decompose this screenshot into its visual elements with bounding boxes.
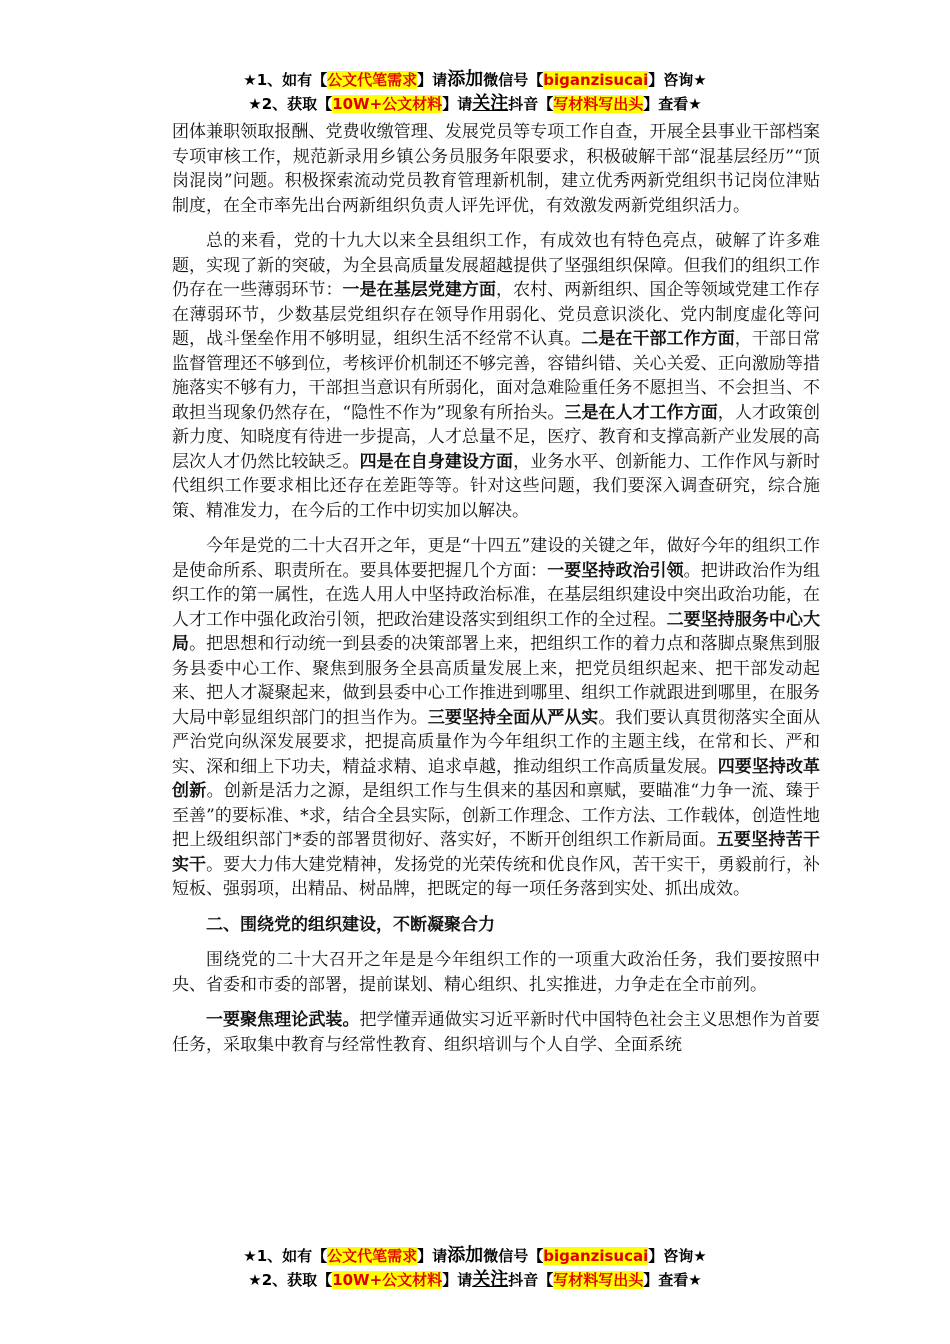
emphasis-text: 添加 (447, 69, 484, 90)
bold-phrase: 一是在基层党建方面 (342, 280, 497, 300)
paragraph-text: 。把讲政治作为组织工作的第一属性，在选人用人中坚持政治标准，在基层组织建设中突出政治功能，在人才工作中强化政治引领，把政治建设落实到组织工作的全过程。 (172, 560, 821, 630)
document-body (172, 120, 820, 1068)
paragraph (172, 534, 820, 902)
banner-text: 】查看★ (643, 1271, 702, 1289)
banner-text: 微信号【 (483, 71, 544, 89)
bottom-banner (0, 1244, 950, 1292)
banner-line-1 (0, 1244, 950, 1268)
banner-line-2 (0, 1268, 950, 1292)
banner-text: 】请 (442, 1271, 473, 1289)
banner-text: ★1、如有【 (243, 71, 328, 89)
paragraph-text: 。把思想和行动统一到县委的决策部署上来，把组织工作的着力点和落脚点聚焦到服务县委中心工作、聚焦到服务全县高质量发展上来，把党员组织起来、把干部发动起来、把人才凝聚起来，做到县委中心工作推进到哪里、组织工作就跟进到哪里，在服务大局中彰显组织部门的担当作为。 (172, 634, 821, 728)
banner-text: ★1、如有【 (243, 1247, 328, 1265)
banner-text: 】咨询★ (648, 1247, 707, 1265)
paragraph-text: ，干部日常监督管理还不够到位，考核评价机制还不够完善，容错纠错、关心关爱、正向激励等措施落实不够有力，干部担当意识有所弱化，面对急难险重任务不愿担当、不会担当、不敢担当现象仍然存在，“隐性不作为”现象有所抬头。 (172, 329, 821, 423)
top-banner (0, 68, 950, 116)
bold-phrase: 五要坚持苦干实干 (172, 830, 821, 875)
emphasis-text: 关注 (472, 93, 509, 114)
douyin-id: 写材料写出头 (553, 95, 644, 113)
bold-phrase: 二、围绕党的组织建设，不断凝聚合力 (206, 914, 495, 935)
paragraph (172, 948, 820, 997)
highlight-text: 公文代笔需求 (327, 71, 418, 89)
banner-text: 】查看★ (643, 95, 702, 113)
bold-phrase: 四要坚持改革创新 (172, 756, 821, 801)
douyin-id: 写材料写出头 (553, 1271, 644, 1289)
paragraph-text: 。创新是活力之源，是组织工作与生俱来的基因和禀赋，要瞄准“力争一流、臻于至善”的要标准、*求，结合全县实际，创新工作理念、工作方法、工作载体，创造性地把上级组织部门*委的部署贯彻好、落实好，不断开创组织工作新局面。 (172, 781, 820, 850)
paragraph-text: 围绕党的二十大召开之年是是今年组织工作的一项重大政治任务，我们要按照中央、省委和市委的部署，提前谋划、精心组织、扎实推进，力争走在全市前列。 (172, 950, 820, 995)
paragraph-text: ，农村、两新组织、国企等领域党建工作存在薄弱环节，少数基层党组织存在领导作用弱化、党员意识淡化、党内制度虚化等问题，战斗堡垒作用不够明显，组织生活不经常不认真。 (172, 280, 821, 349)
paragraph (172, 120, 820, 218)
banner-text: 抖音【 (508, 95, 554, 113)
highlight-text: 10W+公文材料 (332, 1271, 443, 1289)
banner-text: 】请 (417, 1247, 448, 1265)
bold-phrase: 四是在自身建设方面 (359, 451, 514, 472)
paragraph-text: 团体兼职领取报酬、党费收缴管理、发展党员等专项工作自查，开展全县事业干部档案专项审核工作，规范新录用乡镇公务员服务年限要求，积极破解干部“混基层经历”“顶岗混岗”问题。积极探索流动党员教育管理新机制，建立优秀两新党组织书记岗位津贴制度，在全市率先出台两新组织负责人评先评优，有效激发两新党组织活力。 (172, 122, 820, 216)
emphasis-text: 关注 (472, 1269, 509, 1290)
highlight-text: 公文代笔需求 (327, 1247, 418, 1265)
bold-phrase: 二要坚持服务中心大局 (172, 609, 821, 654)
paragraph (172, 1008, 820, 1057)
bold-phrase: 二是在干部工作方面 (581, 329, 735, 349)
banner-text: ★2、获取【 (248, 1271, 333, 1289)
banner-text: 微信号【 (483, 1247, 544, 1265)
banner-text: 】请 (442, 95, 473, 113)
section-heading (172, 913, 820, 938)
paragraph-text: 把学懂弄通做实习近平新时代中国特色社会主义思想作为首要任务，采取集中教育与经常性教育、组织培训与个人自学、全面系统 (172, 1010, 821, 1055)
highlight-text: 10W+公文材料 (332, 95, 443, 113)
paragraph-text: 今年是党的二十大召开之年，更是“十四五”建设的关键之年，做好今年的组织工作是使命所系、职责所在。要具体要把握几个方面： (172, 536, 820, 581)
paragraph-text: 。要大力伟大建党精神，发扬党的光荣传统和优良作风，苦干实干，勇毅前行，补短板、强弱项，出精品、树品牌，把既定的每一项任务落到实处、抓出成效。 (172, 854, 820, 899)
bold-phrase: 三要坚持全面从严从实 (427, 707, 599, 728)
banner-line-1 (0, 68, 950, 92)
bold-phrase: 一要坚持政治引领 (547, 560, 684, 581)
emphasis-text: 添加 (447, 1245, 484, 1266)
wechat-id: biganzisucai (543, 1247, 649, 1265)
paragraph (172, 229, 820, 523)
banner-text: 】咨询★ (648, 71, 707, 89)
paragraph-text: ，业务水平、创新能力、工作作风与新时代组织工作要求相比还存在差距等等。针对这些问题，我们要深入调查研究，综合施策、精准发力，在今后的工作中切实加以解决。 (172, 451, 821, 521)
wechat-id: biganzisucai (543, 71, 649, 89)
banner-line-2 (0, 92, 950, 116)
paragraph-text: 总的来看，党的十九大以来全县组织工作，有成效也有特色亮点，破解了许多难题，实现了新的突破，为全县高质量发展超越提供了坚强组织保障。但我们的组织工作仍存在一些薄弱环节： (172, 231, 820, 300)
paragraph-text: 。我们要认真贯彻落实全面从严治党向纵深发展要求，把提高质量作为今年组织工作的主题主线，在常和长、严和实、深和细上下功夫，精益求精、追求卓越，推动组织工作高质量发展。 (172, 707, 821, 777)
bold-phrase: 三是在人才工作方面 (564, 402, 718, 423)
banner-text: 抖音【 (508, 1271, 554, 1289)
bold-phrase: 一要聚焦理论武装。 (206, 1010, 360, 1030)
paragraph-text: ，人才政策创新力度、知晓度有待进一步提高，人才总量不足，医疗、教育和支撑高新产业发展的高层次人才仍然比较缺乏。 (172, 402, 821, 472)
banner-text: 】请 (417, 71, 448, 89)
banner-text: ★2、获取【 (248, 95, 333, 113)
